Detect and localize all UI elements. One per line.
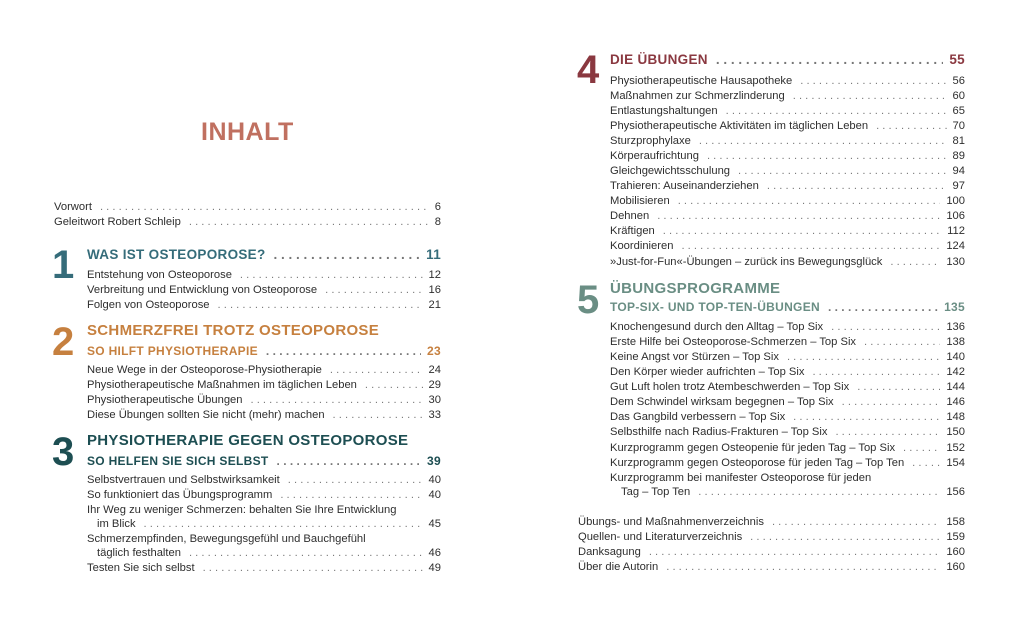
toc-entry-label: Entstehung von Osteoporose bbox=[87, 269, 232, 281]
toc-entry-page: 150 bbox=[946, 426, 965, 438]
toc-entry[interactable] bbox=[610, 380, 965, 394]
leader-dots bbox=[280, 488, 422, 502]
toc-entry-label: Neue Wege in der Osteoporose-Physiotherapie bbox=[87, 364, 322, 376]
leader-dots bbox=[288, 473, 423, 487]
toc-entry-page: 97 bbox=[952, 180, 965, 192]
leader-dots bbox=[203, 561, 423, 575]
toc-entry-label: Das Gangbild verbessern – Top Six bbox=[610, 411, 786, 423]
chapter-title-2[interactable]: SCHMERZFREI TROTZ OSTEOPOROSE bbox=[87, 322, 380, 339]
toc-entry-page: 138 bbox=[946, 336, 965, 348]
toc-entry[interactable] bbox=[87, 561, 441, 575]
leader-dots bbox=[707, 149, 947, 163]
toc-entry[interactable] bbox=[87, 378, 441, 392]
toc-entry-page: 8 bbox=[434, 216, 441, 228]
toc-entry-page: 100 bbox=[946, 195, 965, 207]
toc-entry-page: 154 bbox=[946, 457, 965, 469]
toc-entry-label: Den Körper wieder aufrichten – Top Six bbox=[610, 366, 805, 378]
toc-entry-page: 124 bbox=[946, 240, 965, 252]
leader-dots bbox=[240, 268, 423, 282]
toc-entry-page: 152 bbox=[946, 442, 965, 454]
toc-entry[interactable] bbox=[87, 408, 441, 422]
chapter-title-5[interactable]: ÜBUNGSPROGRAMME bbox=[610, 280, 781, 297]
toc-entry-page: 46 bbox=[428, 547, 441, 559]
toc-entry-label: Geleitwort Robert Schleip bbox=[54, 216, 181, 228]
toc-entry[interactable] bbox=[610, 89, 965, 103]
chapter-number-1: 1 bbox=[52, 243, 75, 287]
chapter-heading-4[interactable] bbox=[610, 53, 965, 67]
leader-dots bbox=[800, 74, 946, 88]
chapter-subheading-3[interactable] bbox=[87, 454, 441, 468]
toc-entry-label: Verbreitung und Entwicklung von Osteoporose bbox=[87, 284, 318, 296]
toc-entry-page: 45 bbox=[428, 518, 441, 530]
toc-entry-label: So funktioniert das Übungsprogramm bbox=[87, 489, 273, 501]
leader-dots bbox=[663, 224, 941, 238]
leader-dots bbox=[787, 350, 940, 364]
toc-entry[interactable] bbox=[610, 410, 965, 424]
toc-entry-label: Körperaufrichtung bbox=[610, 150, 699, 162]
toc-entry[interactable] bbox=[610, 320, 965, 334]
toc-entry-label: Gut Luft holen trotz Atembeschwerden – Top Six bbox=[610, 381, 850, 393]
chapter-subtitle: TOP-SIX- UND TOP-TEN-ÜBUNGEN bbox=[610, 300, 820, 314]
leader-dots bbox=[657, 209, 940, 223]
leader-dots bbox=[144, 517, 423, 531]
leader-dots bbox=[903, 441, 940, 455]
leader-dots bbox=[738, 164, 947, 178]
leader-dots bbox=[666, 560, 940, 574]
toc-entry[interactable] bbox=[578, 530, 965, 544]
toc-entry[interactable] bbox=[610, 74, 965, 88]
toc-entry-label: Quellen- und Literaturverzeichnis bbox=[578, 531, 743, 543]
toc-entry[interactable] bbox=[610, 194, 965, 208]
chapter-number-5: 5 bbox=[577, 278, 600, 322]
leader-dots bbox=[750, 530, 940, 544]
toc-entry-label: Physiotherapeutische Maßnahmen im täglichen Leben bbox=[87, 379, 357, 391]
toc-entry-label: Koordinieren bbox=[610, 240, 674, 252]
leader-dots bbox=[365, 378, 423, 392]
chapter-page: 23 bbox=[427, 344, 441, 358]
chapter-page: 55 bbox=[949, 52, 965, 67]
toc-entry-page: 30 bbox=[428, 394, 441, 406]
toc-entry-page: 156 bbox=[946, 486, 965, 498]
toc-entry-geleitwort[interactable] bbox=[54, 215, 441, 229]
leader-dots bbox=[835, 425, 940, 439]
toc-entry[interactable] bbox=[610, 456, 965, 470]
toc-entry[interactable] bbox=[610, 119, 965, 133]
toc-entry[interactable] bbox=[610, 255, 965, 269]
toc-entry-label: täglich festhalten bbox=[97, 547, 181, 559]
toc-entry-label: Tag – Top Ten bbox=[621, 486, 691, 498]
leader-dots bbox=[681, 239, 940, 253]
chapter-subheading-5[interactable] bbox=[610, 300, 965, 314]
toc-entry-label: Sturzprophylaxe bbox=[610, 135, 691, 147]
leader-dots bbox=[876, 119, 946, 133]
chapter-heading-1[interactable] bbox=[87, 248, 441, 262]
toc-entry-page: 60 bbox=[952, 90, 965, 102]
toc-entry-page: 158 bbox=[946, 516, 965, 528]
toc-entry-page: 29 bbox=[428, 379, 441, 391]
toc-entry-label: Dehnen bbox=[610, 210, 650, 222]
leader-dots bbox=[793, 410, 940, 424]
toc-entry[interactable] bbox=[610, 104, 965, 118]
toc-entry-label: Keine Angst vor Stürzen – Top Six bbox=[610, 351, 779, 363]
toc-entry-page: 24 bbox=[428, 364, 441, 376]
toc-entry-page: 159 bbox=[946, 531, 965, 543]
toc-entry[interactable] bbox=[610, 224, 965, 238]
toc-entry[interactable] bbox=[610, 209, 965, 223]
toc-entry-label: Physiotherapeutische Übungen bbox=[87, 394, 243, 406]
toc-entry-label: Kurzprogramm gegen Osteoporose für jeden Tag – Top Ten bbox=[610, 457, 905, 469]
toc-entry-page: 94 bbox=[952, 165, 965, 177]
leader-dots bbox=[828, 300, 938, 314]
chapter-page: 11 bbox=[426, 247, 441, 262]
toc-entry[interactable] bbox=[87, 488, 441, 502]
toc-entry[interactable] bbox=[610, 350, 965, 364]
leader-dots bbox=[890, 255, 940, 269]
leader-dots bbox=[333, 408, 423, 422]
chapter-number-2: 2 bbox=[52, 320, 75, 364]
toc-entry[interactable] bbox=[610, 441, 965, 455]
chapter-subtitle: SO HILFT PHYSIOTHERAPIE bbox=[87, 344, 258, 358]
toc-entry-page: 49 bbox=[428, 562, 441, 574]
toc-entry-label: Diese Übungen sollten Sie nicht (mehr) machen bbox=[87, 409, 325, 421]
toc-entry[interactable] bbox=[87, 393, 441, 407]
leader-dots bbox=[678, 194, 941, 208]
toc-entry-page: 70 bbox=[952, 120, 965, 132]
toc-entry-line1[interactable]: Kurzprogramm bei manifester Osteoporose für jeden bbox=[610, 472, 872, 484]
leader-dots bbox=[864, 335, 940, 349]
toc-entry[interactable] bbox=[87, 363, 441, 377]
toc-entry-page: 106 bbox=[946, 210, 965, 222]
toc-entry-label: Selbstvertrauen und Selbstwirksamkeit bbox=[87, 474, 280, 486]
leader-dots bbox=[767, 179, 947, 193]
toc-entry-label: »Just-for-Fun«-Übungen – zurück ins Bewegungsglück bbox=[610, 256, 883, 268]
page-title: INHALT bbox=[201, 118, 294, 146]
toc-entry[interactable] bbox=[87, 283, 441, 297]
toc-entry-label: Entlastungshaltungen bbox=[610, 105, 718, 117]
leader-dots bbox=[325, 283, 422, 297]
toc-entry-vorwort[interactable] bbox=[54, 200, 441, 214]
leader-dots bbox=[842, 395, 941, 409]
toc-entry-label: Selbsthilfe nach Radius-Frakturen – Top Six bbox=[610, 426, 828, 438]
toc-entry[interactable] bbox=[610, 335, 965, 349]
toc-entry[interactable] bbox=[97, 546, 441, 560]
toc-entry[interactable] bbox=[578, 560, 965, 574]
toc-entry-label: Danksagung bbox=[578, 546, 641, 558]
chapter-number-3: 3 bbox=[52, 430, 75, 474]
toc-entry-page: 142 bbox=[946, 366, 965, 378]
toc-entry-page: 160 bbox=[946, 561, 965, 573]
toc-entry[interactable] bbox=[610, 164, 965, 178]
toc-entry-page: 12 bbox=[428, 269, 441, 281]
toc-entry[interactable] bbox=[97, 517, 441, 531]
leader-dots bbox=[330, 363, 423, 377]
leader-dots bbox=[277, 454, 422, 468]
toc-entry-page: 130 bbox=[946, 256, 965, 268]
toc-entry-page: 112 bbox=[947, 225, 965, 237]
toc-entry-page: 144 bbox=[946, 381, 965, 393]
leader-dots bbox=[274, 248, 421, 262]
toc-entry-label: Folgen von Osteoporose bbox=[87, 299, 210, 311]
chapter-subtitle: SO HELFEN SIE SICH SELBST bbox=[87, 454, 269, 468]
toc-entry-page: 40 bbox=[428, 489, 441, 501]
toc-entry-page: 89 bbox=[952, 150, 965, 162]
toc-entry-label: Mobilisieren bbox=[610, 195, 670, 207]
toc-entry-label: Physiotherapeutische Aktivitäten im täglichen Leben bbox=[610, 120, 869, 132]
chapter-title: DIE ÜBUNGEN bbox=[610, 52, 708, 67]
toc-entry[interactable] bbox=[578, 545, 965, 559]
chapter-subheading-2[interactable] bbox=[87, 344, 441, 358]
toc-entry-label: Testen Sie sich selbst bbox=[87, 562, 195, 574]
toc-entry-label: Kurzprogramm gegen Osteopenie für jeden Tag – Top Six bbox=[610, 442, 896, 454]
leader-dots bbox=[812, 365, 940, 379]
toc-entry-page: 6 bbox=[434, 201, 441, 213]
toc-entry[interactable] bbox=[610, 179, 965, 193]
toc-entry-label: Erste Hilfe bei Osteoporose-Schmerzen – Top Six bbox=[610, 336, 857, 348]
chapter-number-4: 4 bbox=[577, 48, 600, 92]
toc-entry-label: Maßnahmen zur Schmerzlinderung bbox=[610, 90, 785, 102]
leader-dots bbox=[716, 53, 944, 67]
leader-dots bbox=[772, 515, 940, 529]
toc-entry[interactable] bbox=[87, 473, 441, 487]
leader-dots bbox=[218, 298, 423, 312]
leader-dots bbox=[698, 485, 940, 499]
toc-entry-page: 65 bbox=[952, 105, 965, 117]
leader-dots bbox=[699, 134, 947, 148]
toc-entry[interactable] bbox=[87, 298, 441, 312]
chapter-title-3[interactable]: PHYSIOTHERAPIE GEGEN OSTEOPOROSE bbox=[87, 432, 409, 449]
toc-entry[interactable] bbox=[610, 395, 965, 409]
toc-entry-page: 21 bbox=[428, 299, 441, 311]
leader-dots bbox=[793, 89, 947, 103]
leader-dots bbox=[831, 320, 940, 334]
toc-entry-page: 56 bbox=[952, 75, 965, 87]
toc-entry-line1[interactable]: Schmerzempfinden, Bewegungsgefühl und Bauchgefühl bbox=[87, 533, 366, 545]
leader-dots bbox=[649, 545, 941, 559]
leader-dots bbox=[726, 104, 947, 118]
toc-entry[interactable] bbox=[610, 239, 965, 253]
toc-entry-page: 33 bbox=[428, 409, 441, 421]
chapter-page: 39 bbox=[427, 454, 441, 468]
toc-entry-page: 136 bbox=[946, 321, 965, 333]
toc-entry-page: 160 bbox=[946, 546, 965, 558]
toc-entry-line1[interactable]: Ihr Weg zu weniger Schmerzen: behalten Sie Ihre Entwicklung bbox=[87, 504, 397, 516]
toc-entry-label: im Blick bbox=[97, 518, 136, 530]
toc-entry-page: 40 bbox=[428, 474, 441, 486]
toc-entry[interactable] bbox=[610, 134, 965, 148]
toc-entry-label: Über die Autorin bbox=[578, 561, 659, 573]
leader-dots bbox=[266, 344, 421, 358]
toc-entry[interactable] bbox=[621, 485, 965, 499]
leader-dots bbox=[100, 200, 429, 214]
toc-entry[interactable] bbox=[610, 365, 965, 379]
leader-dots bbox=[251, 393, 423, 407]
leader-dots bbox=[857, 380, 940, 394]
toc-entry-label: Gleichgewichtsschulung bbox=[610, 165, 731, 177]
toc-entry-label: Trahieren: Auseinanderziehen bbox=[610, 180, 759, 192]
chapter-title: WAS IST OSTEOPOROSE? bbox=[87, 247, 266, 262]
chapter-page: 135 bbox=[944, 300, 965, 314]
leader-dots bbox=[189, 546, 423, 560]
toc-entry-label: Dem Schwindel wirksam begegnen – Top Six bbox=[610, 396, 834, 408]
toc-entry-label: Physiotherapeutische Hausapotheke bbox=[610, 75, 793, 87]
toc-entry-label: Kräftigen bbox=[610, 225, 655, 237]
toc-entry-page: 16 bbox=[428, 284, 441, 296]
leader-dots bbox=[189, 215, 429, 229]
toc-entry[interactable] bbox=[610, 149, 965, 163]
toc-entry-label: Knochengesund durch den Alltag – Top Six bbox=[610, 321, 824, 333]
toc-entry-label: Vorwort bbox=[54, 201, 92, 213]
toc-entry-page: 81 bbox=[952, 135, 965, 147]
toc-entry-page: 140 bbox=[946, 351, 965, 363]
toc-entry[interactable] bbox=[578, 515, 965, 529]
toc-entry-page: 148 bbox=[946, 411, 965, 423]
toc-entry[interactable] bbox=[87, 268, 441, 282]
leader-dots bbox=[912, 456, 940, 470]
toc-entry-page: 146 bbox=[946, 396, 965, 408]
toc-entry-label: Übungs- und Maßnahmenverzeichnis bbox=[578, 516, 764, 528]
toc-entry[interactable] bbox=[610, 425, 965, 439]
